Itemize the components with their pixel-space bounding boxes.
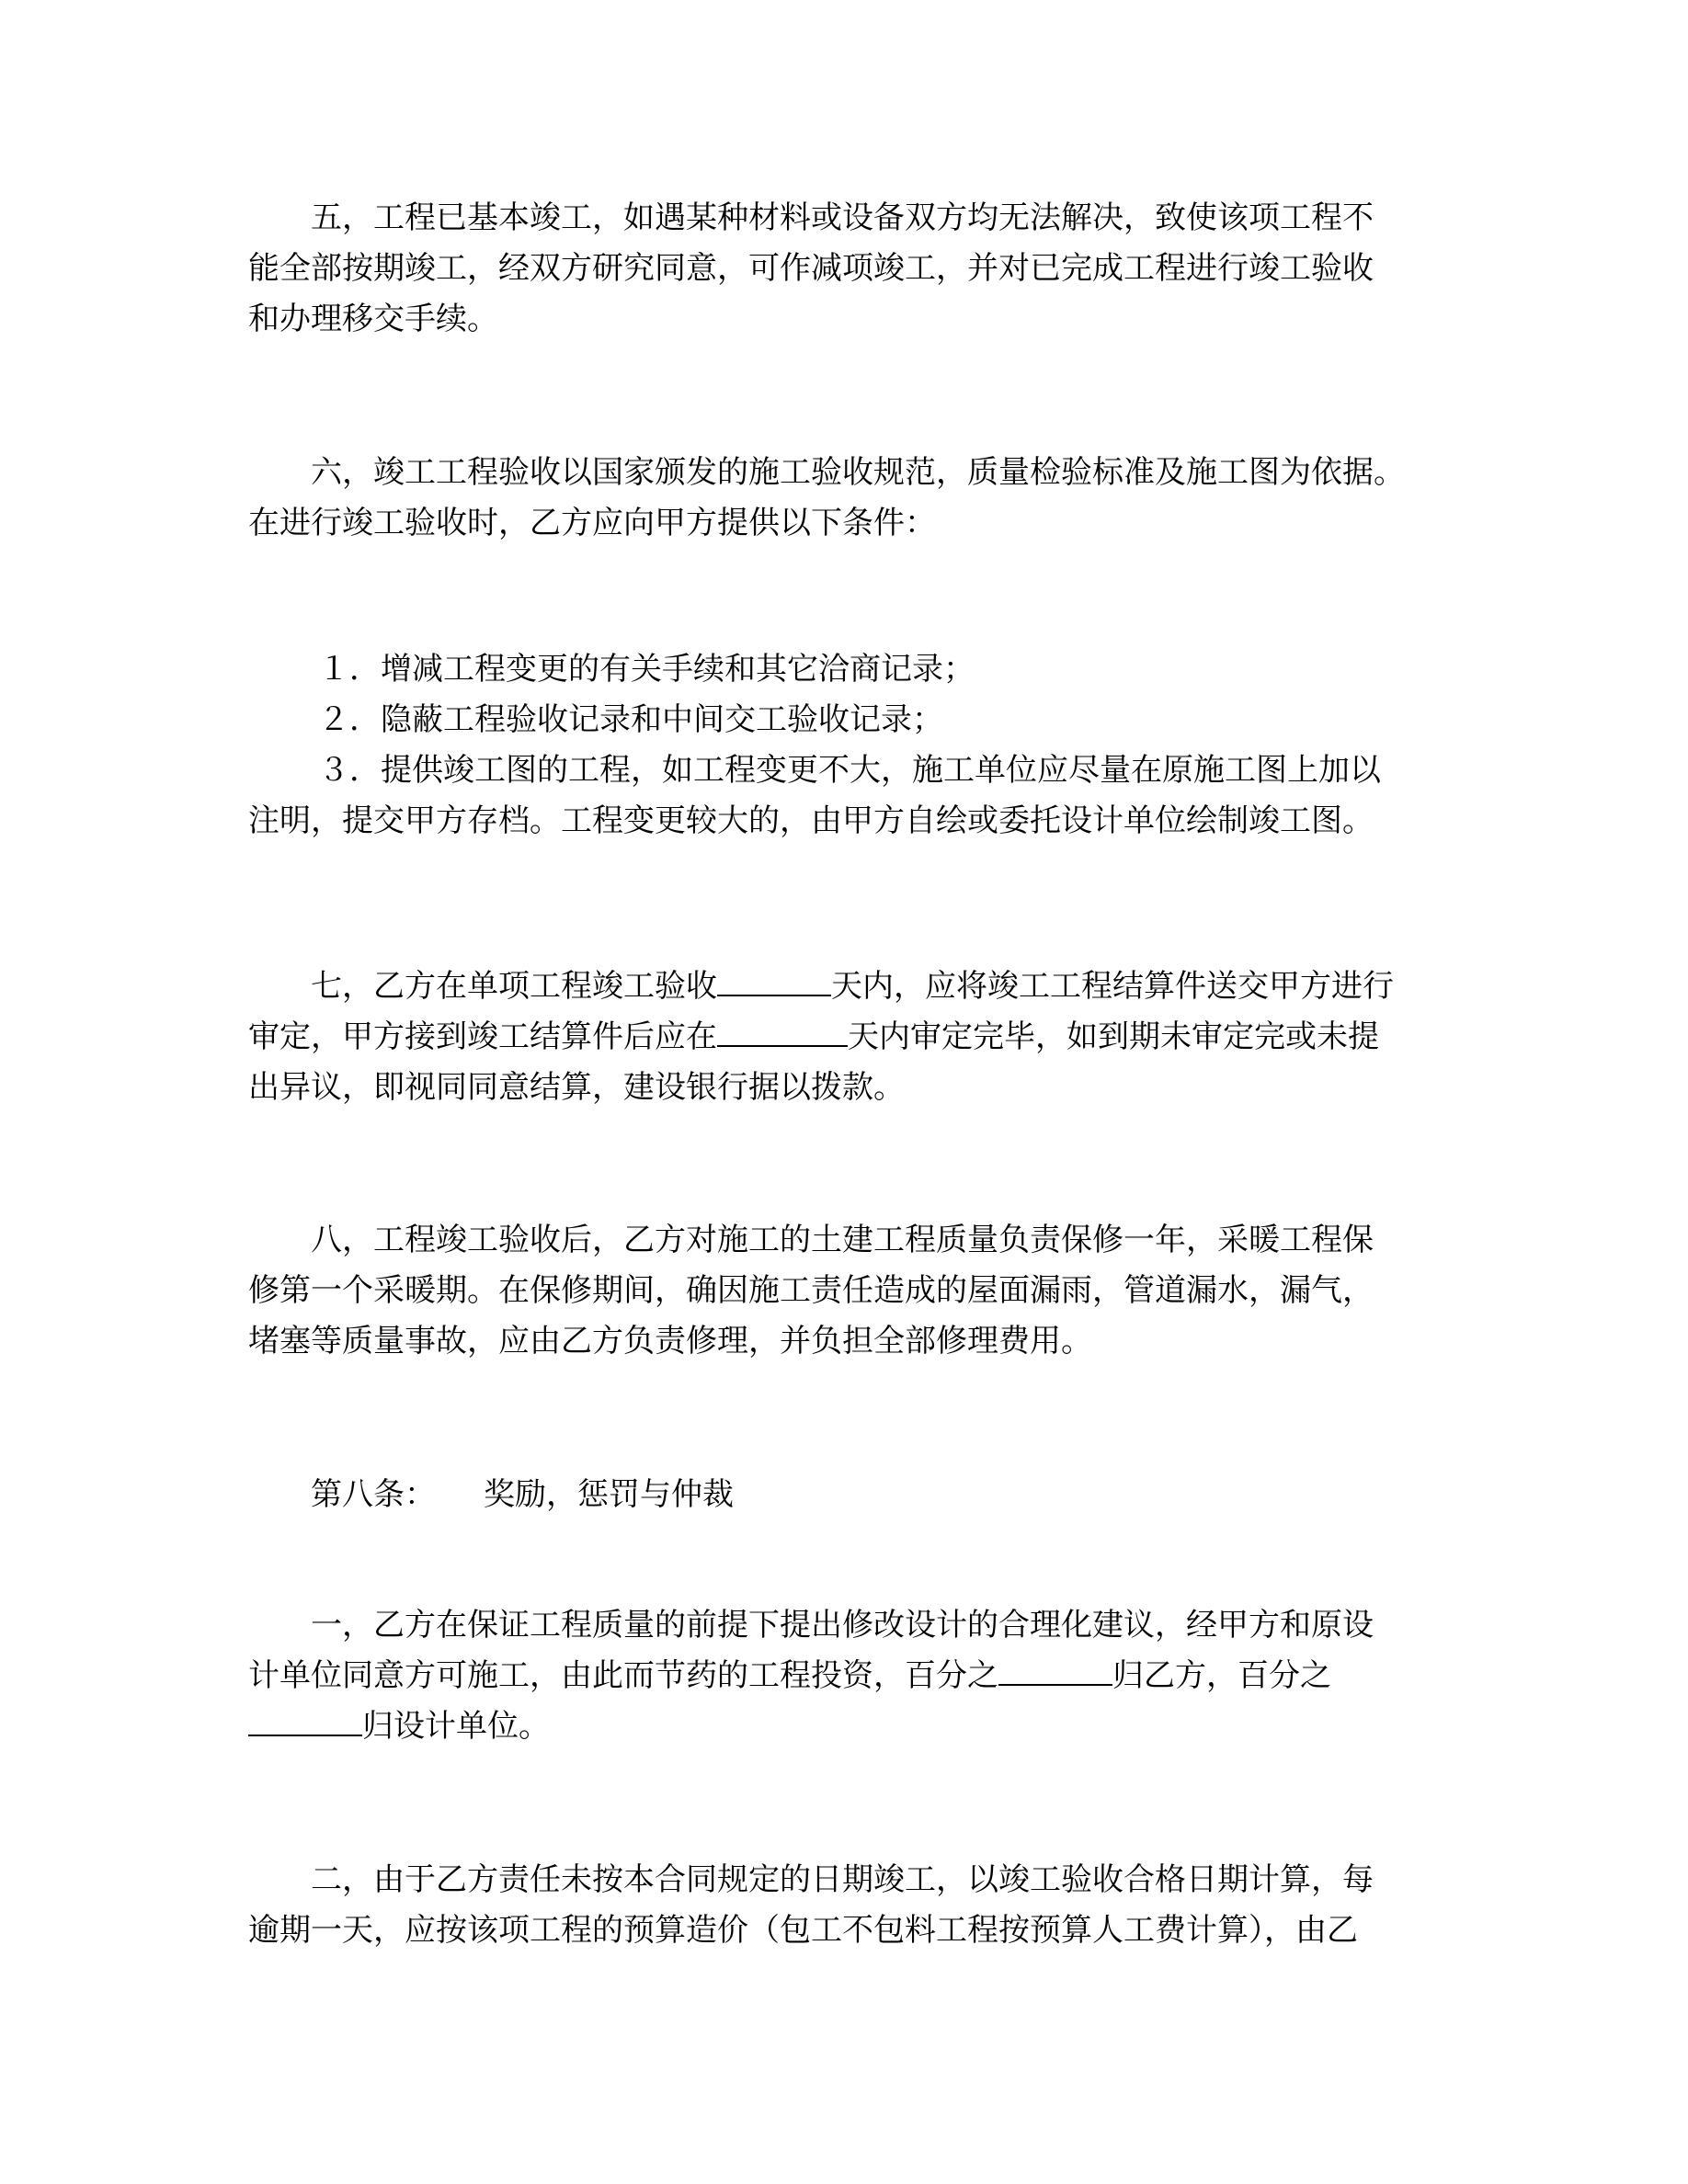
clause-seven-text: 天内，应将竣工工程结算件送交甲方进行	[831, 968, 1394, 1005]
clause-seven-text: 审定，甲方接到竣工结算件后应在	[248, 1018, 717, 1055]
clause-five-line: 五，工程已基本竣工，如遇某种材料或设备双方均无法解决，致使该项工程不	[311, 199, 1374, 236]
clause-six	[248, 448, 1434, 549]
clause-one-line	[248, 1651, 1434, 1701]
clause-two-line: 逾期一天，应按该项工程的预算造价（包工不包料工程按预算人工费计算），由乙	[248, 1912, 1358, 1949]
blank-field	[998, 1655, 1112, 1686]
clause-one-text: 归设计单位。	[362, 1708, 550, 1745]
list-item-continuation: 注明，提交甲方存档。工程变更较大的，由甲方自绘或委托设计单位绘制竣工图。	[248, 802, 1374, 839]
clause-seven-line	[248, 961, 1434, 1012]
conditions-list	[248, 644, 1434, 847]
list-item: １．增减工程变更的有关手续和其它洽商记录；	[318, 651, 975, 688]
clause-seven	[248, 961, 1434, 1113]
clause-seven-text: 七，乙方在单项工程竣工验收	[311, 968, 717, 1005]
article-title: 奖励，惩罚与仲裁	[484, 1476, 734, 1513]
clause-two	[248, 1855, 1434, 1956]
blank-field	[717, 1016, 848, 1047]
clause-seven-line: 出异议，即视同同意结算，建设银行据以拨款。	[248, 1069, 905, 1106]
clause-seven-line	[248, 1012, 1434, 1063]
list-item: ２．隐蔽工程验收记录和中间交工验收记录；	[318, 701, 943, 738]
clause-one-text: 计单位同意方可施工，由此而节药的工程投资，百分之	[248, 1657, 998, 1694]
clause-one-line: 一，乙方在保证工程质量的前提下提出修改设计的合理化建议，经甲方和原设	[311, 1607, 1374, 1644]
clause-eight-line: 修第一个采暖期。在保修期间，确因施工责任造成的屋面漏雨，管道漏水，漏气，	[248, 1272, 1374, 1309]
clause-two-line: 二，由于乙方责任未按本合同规定的日期竣工，以竣工验收合格日期计算，每	[311, 1861, 1374, 1898]
article-eight-heading	[248, 1470, 1434, 1520]
article-heading-line	[248, 1470, 1434, 1520]
list-item: ３．提供竣工图的工程，如工程变更不大，施工单位应尽量在原施工图上加以	[318, 752, 1381, 789]
article-label: 第八条：	[311, 1476, 436, 1513]
clause-seven-text: 天内审定完毕，如到期未审定完或未提	[848, 1018, 1379, 1055]
clause-five	[248, 193, 1434, 345]
clause-eight-line: 堵塞等质量事故，应由乙方负责修理，并负担全部修理费用。	[248, 1323, 1092, 1359]
clause-one-text: 归乙方，百分之	[1112, 1657, 1331, 1694]
blank-field	[717, 965, 831, 996]
clause-five-line: 能全部按期竣工，经双方研究同意，可作减项竣工，并对已完成工程进行竣工验收	[248, 250, 1374, 287]
clause-one-line	[248, 1701, 1434, 1752]
clause-five-line: 和办理移交手续。	[248, 301, 498, 337]
clause-six-line: 六，竣工工程验收以国家颁发的施工验收规范，质量检验标准及施工图为依据。	[311, 454, 1405, 491]
clause-six-line: 在进行竣工验收时，乙方应向甲方提供以下条件：	[248, 505, 936, 541]
blank-field	[248, 1705, 362, 1736]
clause-eight-line: 八，工程竣工验收后，乙方对施工的土建工程质量负责保修一年，采暖工程保	[311, 1222, 1374, 1258]
clause-eight	[248, 1215, 1434, 1367]
clause-one	[248, 1600, 1434, 1752]
